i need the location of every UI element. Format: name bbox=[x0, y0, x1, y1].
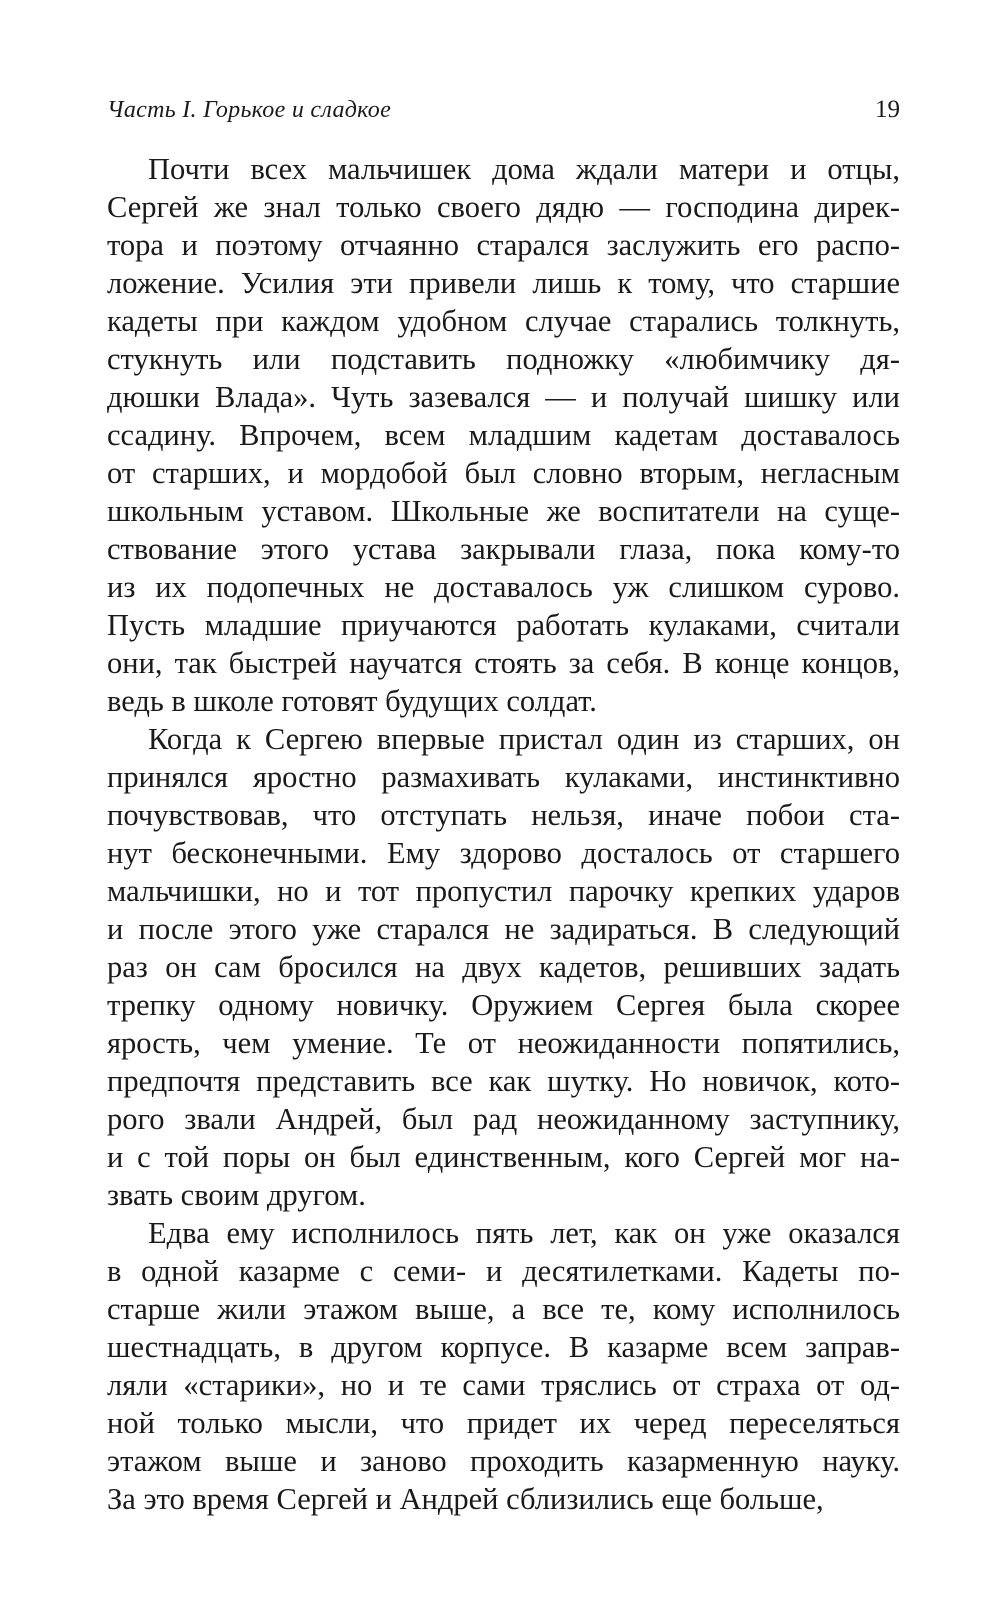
text-line: мальчишки, но и тот пропустил парочку крепких ударов bbox=[107, 874, 900, 908]
text-line: трепку одному новичку. Оружием Сергея была скорее bbox=[107, 988, 900, 1022]
running-title: Часть I. Горькое и сладкое bbox=[107, 97, 392, 123]
text-line: кадеты при каждом удобном случае старались толкнуть, bbox=[107, 304, 900, 338]
text-line: принялся яростно размахивать кулаками, инстинктивно bbox=[107, 760, 900, 794]
text-line: нут бесконечными. Ему здорово досталось от старшего bbox=[107, 836, 900, 870]
text-line: ведь в школе готовят будущих солдат. bbox=[107, 684, 597, 718]
text-line: этажом выше и заново проходить казарменную науку. bbox=[107, 1444, 900, 1478]
text-line: ствование этого устава закрывали глаза, пока кому-то bbox=[107, 532, 900, 566]
body-text bbox=[107, 150, 900, 1518]
page-number: 19 bbox=[875, 96, 900, 123]
text-line: предпочтя представить все как шутку. Но новичок, кото- bbox=[107, 1064, 900, 1098]
text-line: ярость, чем умение. Те от неожиданности попятились, bbox=[107, 1026, 900, 1060]
text-line: от старших, и мордобой был словно вторым, негласным bbox=[107, 456, 900, 490]
text-line: из их подопечных не доставалось уж слишком сурово. bbox=[107, 570, 900, 604]
text-line: Едва ему исполнилось пять лет, как он уже оказался bbox=[148, 1216, 900, 1250]
text-line: почувствовав, что отступать нельзя, иначе побои ста- bbox=[107, 798, 900, 832]
running-head bbox=[107, 92, 900, 128]
text-line: ссадину. Впрочем, всем младшим кадетам доставалось bbox=[107, 418, 900, 452]
text-line: шестнадцать, в другом корпусе. В казарме всем заправ- bbox=[107, 1330, 900, 1364]
text-line: школьным уставом. Школьные же воспитатели на суще- bbox=[107, 494, 900, 528]
text-line: Сергей же знал только своего дядю — господина дирек- bbox=[107, 190, 900, 224]
text-line: и с той поры он был единственным, кого Сергей мог на- bbox=[107, 1140, 900, 1174]
text-line: дюшки Влада». Чуть зазевался — и получай шишку или bbox=[107, 380, 900, 414]
text-line: они, так быстрей научатся стоять за себя. В конце концов, bbox=[107, 646, 900, 680]
text-line: звать своим другом. bbox=[107, 1178, 366, 1212]
text-line: ляли «старики», но и те сами тряслись от страха от од- bbox=[107, 1368, 900, 1402]
text-line: старше жили этажом выше, а все те, кому исполнилось bbox=[107, 1292, 900, 1326]
text-line: Пусть младшие приучаются работать кулаками, считали bbox=[107, 608, 900, 642]
book-page bbox=[107, 0, 900, 1600]
text-line: Когда к Сергею впервые пристал один из старших, он bbox=[148, 722, 900, 756]
text-line: и после этого уже старался не задираться. В следующий bbox=[107, 912, 900, 946]
text-line: тора и поэтому отчаянно старался заслужить его распо- bbox=[107, 228, 900, 262]
text-line: стукнуть или подставить подножку «любимчику дя- bbox=[107, 342, 900, 376]
text-line: ной только мысли, что придет их черед переселяться bbox=[107, 1406, 900, 1440]
text-line: За это время Сергей и Андрей сблизились еще больше, bbox=[107, 1482, 824, 1516]
text-line: раз он сам бросился на двух кадетов, решивших задать bbox=[107, 950, 900, 984]
text-line: в одной казарме с семи- и десятилетками. Кадеты по- bbox=[107, 1254, 900, 1288]
text-line: рого звали Андрей, был рад неожиданному заступнику, bbox=[107, 1102, 900, 1136]
text-line: ложение. Усилия эти привели лишь к тому, что старшие bbox=[107, 266, 900, 300]
text-line: Почти всех мальчишек дома ждали матери и отцы, bbox=[148, 152, 900, 186]
